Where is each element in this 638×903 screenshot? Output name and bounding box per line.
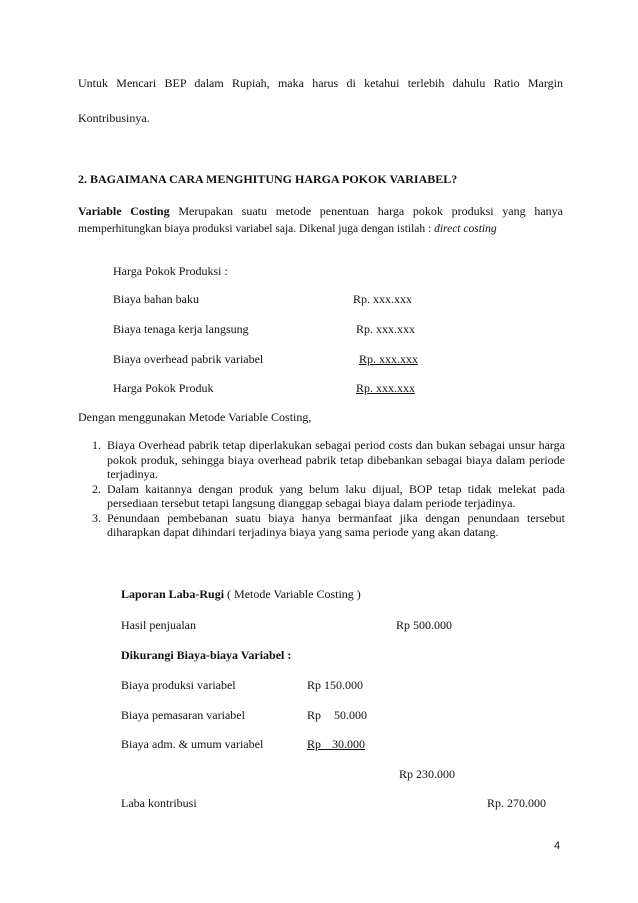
hpp-row-value: Rp. xxx.xxx [353, 292, 413, 306]
margin-label: Laba kontribusi [121, 796, 197, 810]
list-item-text: Penundaan pembebanan suatu biaya hanya bermanfaat jika dengan penundaan tersebut diharapkan dapat dihindari terjadinya biaya yang sama periode yang akan datang. [107, 510, 565, 539]
cost-value: Rp 150.000 [307, 678, 364, 692]
list-item [92, 481, 565, 511]
method-list [92, 438, 565, 540]
list-item-text: Biaya Overhead pabrik tetap diperlakukan sebagai period costs dan bukan sebagai unsur harga pokok produk, sehingga biaya overhead pabrik tetap dibebankan sebagai biaya dalam periode terjadinya. [107, 438, 565, 481]
hpp-row-value: Rp. xxx.xxx [356, 381, 416, 395]
hpp-row-label: Biaya tenaga kerja langsung [113, 322, 249, 336]
hpp-title: Harga Pokok Produksi : [113, 264, 228, 278]
margin-value: Rp. 270.000 [487, 796, 547, 810]
definition-line-1-rest: Merupakan suatu metode penentuan harga pokok produksi yang hanya [178, 204, 563, 218]
hpp-row-label: Harga Pokok Produk [113, 381, 214, 395]
list-item-number: 3. [92, 510, 101, 525]
cost-value: Rp 50.000 [307, 708, 368, 722]
list-item-number: 1. [92, 438, 101, 452]
method-intro: Dengan menggunakan Metode Variable Costing, [78, 410, 312, 424]
hpp-row-label: Biaya bahan baku [113, 292, 199, 306]
page-number: 4 [554, 840, 561, 852]
list-item [92, 510, 565, 540]
report-title [121, 587, 361, 602]
intro-line-1: Untuk Mencari BEP dalam Rupiah, maka harus di ketahui terlebih dahulu Ratio Margin [78, 76, 563, 90]
report-title-rest: ( Metode Variable Costing ) [227, 587, 361, 601]
intro-line-2: Kontribusinya. [78, 111, 150, 125]
definition-line-2 [78, 223, 497, 235]
hpp-row-value: Rp. xxx.xxx [356, 322, 416, 336]
list-item [92, 438, 565, 482]
section-heading: 2. BAGAIMANA CARA MENGHITUNG HARGA POKOK VARIABEL? [78, 172, 458, 186]
deduct-heading: Dikurangi Biaya-biaya Variabel : [121, 648, 292, 662]
report-title-bold: Laporan Laba-Rugi [121, 587, 225, 601]
cost-value: Rp 30.000 [307, 737, 366, 751]
definition-line-1 [78, 204, 563, 219]
sales-label: Hasil penjualan [121, 618, 196, 632]
definition-italic: direct costing [434, 223, 497, 235]
definition-term: Variable Costing [78, 204, 170, 218]
hpp-row-value: Rp. xxx.xxx [359, 352, 419, 366]
cost-label: Biaya pemasaran variabel [121, 708, 245, 722]
definition-line-2-text: memperhitungkan biaya produksi variabel saja. Dikenal juga dengan istilah : [78, 223, 432, 235]
list-item-text: Dalam kaitannya dengan produk yang belum laku dijual, BOP tetap tidak melekat pada persediaan tersebut tetapi langsung dianggap sebagai biaya dalam periode terjadinya. [107, 481, 565, 510]
hpp-row-label: Biaya overhead pabrik variabel [113, 352, 264, 366]
list-item-number: 2. [92, 481, 101, 496]
sales-value: Rp 500.000 [396, 618, 453, 632]
cost-label: Biaya adm. & umum variabel [121, 737, 264, 751]
cost-label: Biaya produksi variabel [121, 678, 236, 692]
total-costs: Rp 230.000 [399, 767, 456, 781]
